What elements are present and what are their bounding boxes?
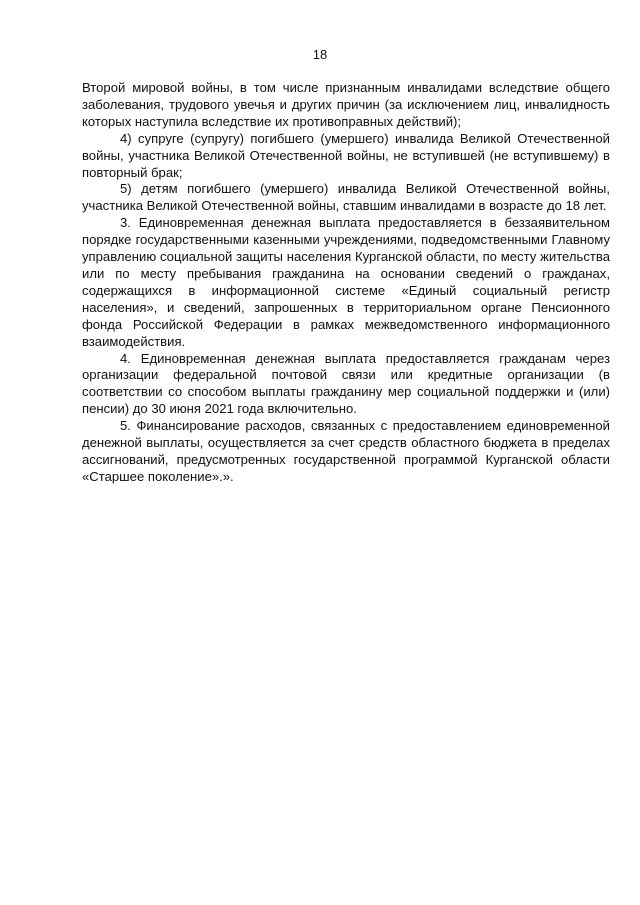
paragraph-item-4: 4) супруге (супругу) погибшего (умершего) инвалида Великой Отечественной войны, участника Великой Отечественной войны, не вступившей (не вступившему) в повторный брак; <box>82 130 610 180</box>
paragraph-clause-3: 3. Единовременная денежная выплата предоставляется в беззаявительном порядке государственными казенными учреждениями, подведомственными Главному управлению социальной защиты населения Курганской области, по месту жительства или по месту пребывания гражданина на основании сведений о гражданах, содержащихся в информационной системе «Единый социальный регистр населения», и сведений, запрошенных в территориальном органе Пенсионного фонда Российской Федерации в рамках межведомственного информационного взаимодействия. <box>82 215 610 349</box>
paragraph-clause-4: 4. Единовременная денежная выплата предоставляется гражданам через организации федеральной почтовой связи или кредитные организации (в соответствии со способом выплаты гражданину мер социальной поддержки и (или) пенсии) до 30 июня 2021 года включительно. <box>82 350 610 417</box>
paragraph-item-5: 5) детям погибшего (умершего) инвалида Великой Отечественной войны, участника Великой Отечественной войны, ставшим инвалидами в возрасте до 18 лет. <box>82 181 610 214</box>
page-number: 18 <box>312 47 328 62</box>
paragraph-clause-5: 5. Финансирование расходов, связанных с предоставлением единовременной денежной выплаты, осуществляется за счет средств областного бюджета в пределах ассигнований, предусмотренных государственной программой Курганской области «Старшее поколение».». <box>82 418 610 484</box>
document-body <box>82 80 610 486</box>
paragraph-continuation: Второй мировой войны, в том числе признанным инвалидами вследствие общего заболевания, трудового увечья и других причин (за исключением лиц, инвалидность которых наступила вследствие их противоправных действий); <box>82 80 610 129</box>
